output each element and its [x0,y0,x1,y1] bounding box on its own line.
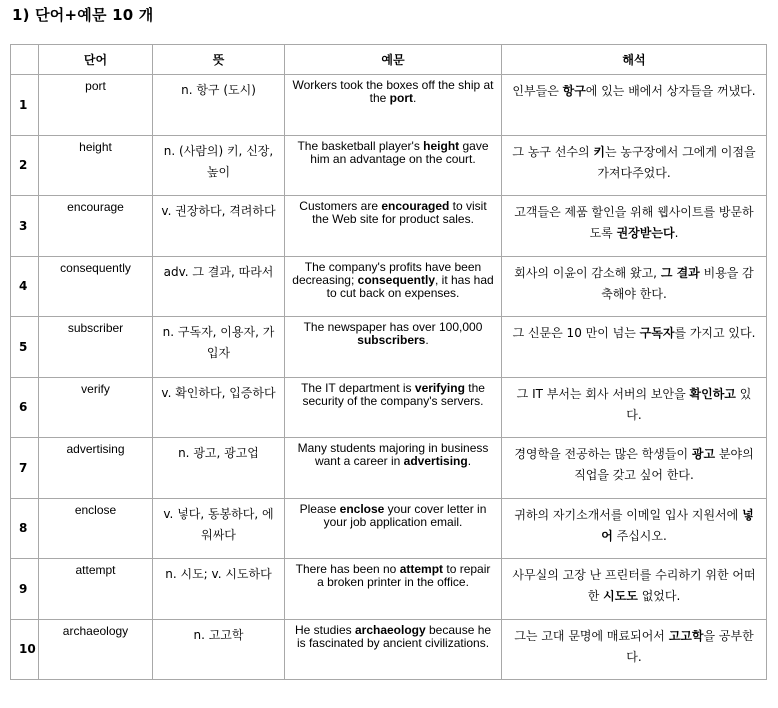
example-keyword: subscribers [357,333,426,347]
example-keyword: encouraged [381,199,450,213]
header-example: 예문 [285,45,502,75]
word-cell: subscriber [39,317,153,378]
translation-cell [502,498,767,559]
translation-text-end: 비용을 감축해야 한다. [601,265,754,301]
meaning-cell: n. (사람의) 키, 신장, 높이 [153,135,285,196]
example-keyword: port [389,91,413,105]
translation-text-end: 에 있는 배에서 상자들을 꺼냈다. [585,84,756,98]
translation-text: 그 농구 선수의 [512,144,594,159]
row-number: 8 [11,498,39,559]
row-number: 5 [11,317,39,378]
header-word: 단어 [39,45,153,75]
meaning-cell: v. 확인하다, 입증하다 [153,377,285,438]
example-text-end: . [413,91,417,105]
example-text-end: , it has had to cut back on expenses. [326,272,494,300]
example-text: Customers are [299,199,382,213]
example-keyword: archaeology [354,622,426,637]
translation-text: 그는 고대 문명에 매료되어서 [514,628,669,643]
header-meaning: 뜻 [153,45,285,75]
example-text-end: the security of the company's servers. [302,380,485,408]
example-cell [285,196,502,257]
word-cell: attempt [39,559,153,620]
example-text: Many students majoring in business want a career in [297,441,489,468]
vocabulary-table [10,44,767,680]
translation-keyword: 키 [593,144,606,159]
translation-cell [502,619,767,680]
translation-text-end: 있다. [626,386,752,422]
example-text: The company's profits have been decreasing; [292,259,482,287]
word-cell: verify [39,377,153,438]
example-cell [285,75,502,136]
row-number: 1 [11,75,39,136]
page-heading: 1) 단어+예문 10 개 [12,6,154,24]
translation-text-end: 분야의 직업을 갖고 싶어 한다. [574,447,754,482]
translation-keyword: 광고 [691,447,716,461]
meaning-cell: v. 넣다, 동봉하다, 에워싸다 [153,498,285,559]
word-cell: height [39,135,153,196]
translation-text: 그 IT 부서는 회사 서버의 보안을 [516,386,690,401]
translation-text-end: 는 농구장에서 그에게 이점을 가져다주었다. [597,144,756,180]
row-number: 9 [11,559,39,620]
translation-keyword: 항구 [562,84,586,98]
example-cell [285,256,502,317]
table-row [11,498,767,559]
example-text-end: . [425,333,429,347]
word-cell: encourage [39,196,153,257]
meaning-cell: n. 항구 (도시) [153,75,285,136]
example-cell [285,559,502,620]
meaning-cell: v. 권장하다, 격려하다 [153,196,285,257]
translation-text: 고객들은 제품 할인을 위해 웹사이트를 방문하도록 [514,205,754,240]
table-row [11,196,767,257]
translation-cell [502,559,767,620]
example-cell [285,438,502,499]
translation-text: 그 신문은 10 만이 넘는 [512,326,640,340]
example-text-end: . [467,454,472,468]
word-cell: archaeology [39,619,153,680]
row-number: 7 [11,438,39,499]
example-keyword: enclose [339,501,385,516]
example-cell [285,317,502,378]
example-keyword: consequently [357,272,435,287]
translation-keyword: 넣어 [601,507,754,543]
translation-keyword: 구독자 [639,326,675,340]
table-row [11,135,767,196]
example-text: The basketball player's [297,138,424,153]
example-text: There has been no [295,562,400,576]
example-text-end: because he is fascinated by ancient civilizations. [296,622,492,650]
row-number: 3 [11,196,39,257]
example-text-end: to visit the Web site for product sales. [312,199,487,226]
translation-text-end: . [674,226,679,240]
header-number [11,45,39,75]
translation-keyword: 그 결과 [660,265,700,280]
translation-text-end: 을 공부한다. [626,628,754,664]
translation-cell [502,317,767,378]
row-number: 6 [11,377,39,438]
translation-cell [502,438,767,499]
translation-keyword: 시도도 [603,589,638,603]
translation-keyword: 확인하고 [689,386,736,401]
translation-cell [502,256,767,317]
translation-text: 귀하의 자기소개서를 이메일 입사 지원서에 [514,507,743,522]
example-text: Please [299,501,340,516]
meaning-cell: n. 시도; v. 시도하다 [153,559,285,620]
example-text: He studies [294,622,355,637]
example-text: The newspaper has over 100,000 [303,320,483,334]
row-number: 2 [11,135,39,196]
table-header-row [11,45,767,75]
example-cell [285,498,502,559]
translation-text: 경영학을 전공하는 많은 학생들이 [514,447,692,461]
table-body [11,75,767,680]
table-row [11,559,767,620]
example-cell [285,135,502,196]
example-keyword: attempt [399,562,444,576]
example-text-end: your cover letter in your job application email. [323,501,487,529]
translation-keyword: 고고학 [668,628,704,643]
table-row [11,256,767,317]
word-cell: enclose [39,498,153,559]
table-row [11,317,767,378]
translation-text: 인부들은 [512,84,563,98]
example-keyword: height [423,138,460,153]
translation-text-end: 없었다. [637,589,681,603]
table-row [11,75,767,136]
translation-cell [502,377,767,438]
header-translation: 해석 [502,45,767,75]
meaning-cell: adv. 그 결과, 따라서 [153,256,285,317]
example-text-end: gave him an advantage on the court. [310,138,489,166]
table-row [11,619,767,680]
table-row [11,377,767,438]
example-cell [285,377,502,438]
translation-text: 사무실의 고장 난 프린터를 수리하기 위한 어떠한 [512,568,756,603]
meaning-cell: n. 고고학 [153,619,285,680]
example-cell [285,619,502,680]
example-text: The IT department is [301,380,415,395]
example-keyword: advertising [403,454,468,468]
translation-text-end: 주십시오. [612,528,667,543]
example-text: Workers took the boxes off the ship at the [292,78,494,105]
translation-text: 회사의 이윤이 감소해 왔고, [514,265,661,280]
table-row [11,438,767,499]
meaning-cell: n. 구독자, 이용자, 가입자 [153,317,285,378]
translation-text-end: 를 가지고 있다. [674,326,756,340]
row-number: 4 [11,256,39,317]
word-cell: advertising [39,438,153,499]
row-number: 10 [11,619,39,680]
translation-cell [502,196,767,257]
translation-keyword: 권장받는다 [616,226,675,240]
example-keyword: verifying [414,380,465,395]
word-cell: consequently [39,256,153,317]
translation-cell [502,135,767,196]
example-text-end: to repair a broken printer in the office. [317,562,491,589]
translation-cell [502,75,767,136]
meaning-cell: n. 광고, 광고업 [153,438,285,499]
word-cell: port [39,75,153,136]
